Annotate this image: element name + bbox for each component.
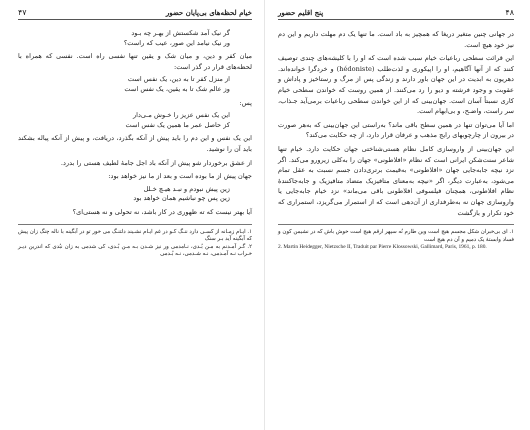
right-page-header [278,8,514,20]
footnote: ۱. ای بی‌خبران شکل مجسم هیچ است وین طارم نُه سپهر ارقم هیچ است خوش باش که در نشیمن کون و فساد وابستهٔ یک دمیم و آن دم هیچ است [278,229,514,243]
page-gutter [264,0,265,430]
paragraph: آیا بهتر نیست که ته ظهوری در کار باشد، نه تحولی و نه هستی‌ای؟ [72,207,252,216]
right-page-body [278,29,514,218]
verse-line: این یک نفس عزیز را خـوش مـی‌دار [132,111,230,120]
footnote: ۱. ایـام زمـانه از کسـی دارد ننـگ کـو در غم ایـام نشـیند دلتنـگ می خور تو در آبگینه با ناله چنگ زان پیش که آبگینه آید بـر سنگ [18,228,252,243]
paragraph: این یک نفس و این دم را باید پیش از آنکه بگذرد، دریافت، و پیش از آنکه پیاله بشکند باید آن را نوشید. [18,134,252,153]
footnote-latin: 2. Martin Heidegger, Nietzsche II, Traduit par Pierre Klossowski, Gallimard, Paris, 1961, p. 180. [278,244,487,251]
paragraph: میان کفر و دین، و میان شک و یقین تنها نفسی راه است. نفسی که همراه با لحظه‌های قرار در گذر است: [18,52,252,71]
verse [40,185,230,204]
verse [40,75,230,94]
verse-line: زین پیش نبودم و نبـد هیـچ خـلل [143,184,230,193]
page-number: ۴۸ [505,8,514,17]
paragraph: در جهانی چنین متغیر دریغا که همچیز به باد است. ما تنها یک دم مهلت داریم و این دم نیز خود هیچ است. [278,30,514,49]
page-number: ۴۷ [18,8,27,17]
paragraph: جهان پیش از ما بوده است و بعد از ما نیز خواهد بود: [108,172,252,181]
verse-line: از منزل کفر تا به دین، یک نفس است [127,75,230,84]
footnotes [18,229,252,259]
verse-line: وز عالم شک تا به یقین، یک نفس است [124,84,230,93]
running-title: پنج اقلیم حضور [278,8,324,17]
left-page-header [18,8,252,20]
footnote-separator [278,224,514,225]
running-title: خیام لحظه‌های بی‌پایان حضور [165,8,252,17]
paragraph: از عشق برخوردار شو پیش از آنکه باد اجل جامهٔ لطیف هستی را بدرد. [60,158,252,167]
paragraph: این جهان‌بینی از واروسازی کامل نظام هستی‌شناختی جهان حکایت دارد. خیام تنها شاعر سنت‌شکن ایرانی است که نظام «افلاطونی» جهان را به‌کلی زیرورو می‌کند. اگر نزد نیچه جابه‌جایی جهان «افلاطونی» به‌قیمت برتری‌دادن جسم نسبت به عقل تمام می‌شود، به‌عبارت دیگر، اگر «نیچه به‌معنای متافیزیک متضاد متافیزیک و جابه‌جاکنندهٔ نظام افلاطونی، همچنان فیلسوفی افلاطونی باقی می‌ماند» نزد خیام جابه‌جایی یا واروسازی جهان نه به‌طرفداری از آن‌دهی است که از استمرار می‌گریزد، استمراری که خود تکرار و بازگشت [278,144,514,217]
verse-line: گر نیک آمد شکستش از بهـر چه بـود [131,29,230,37]
verse [40,111,230,130]
footnotes [278,229,514,252]
verse [40,29,230,48]
verse-line: ور نیک نیامد این صور، عیب که راست؟ [123,38,230,47]
footnote: ۲. گـر آمـدنم به مـن بُـدی، نـامدمی ور نیز شـدن بـه مـن بُـدی، کی شدمی به زان نبُدی که اندرین دیـر خـراب نـه آمـدمی، نـه شـدمی، نـه بُـدمی [18,243,252,258]
left-page-body [18,29,252,218]
verse-line: کز حاصل عمر ما همین یک نفس است [125,120,230,129]
paragraph: این قرائت سطحی رباعیات خیام سبب شده است که او را با کلیشه‌های چندی توصیف کنند که از آنها آگاهیم، او را اپیکوری و لذت‌طلب (hédoniste) و خردگرا خوانده‌اند. دهریون به ابدیت در این جهان باور دارند و زندگی پس از مرگ و رستاخیز و پاداش و عقوبت و وجود فرشته و دیو را رد می‌کنند. از همین روست که خواندن سطحی خیام کاری نسبتاً آسان است. جهان‌بینی که از این خواندن سطحی رباعیات برمی‌آید جـذاب، سر راست، واضـح، و بی‌ابهام است. [278,54,514,116]
verse-line: زین پس چو نباشیم همان خواهد بود [133,194,230,203]
paragraph: اما آیا می‌توان تنها در همین سطح باقی ماند؟ به‌راستی این جهان‌بینی که به‌هر صورت در بیرون از چارچوبهای رایج مذهب و عرفان قرار دارد، از چه حکایت می‌کند؟ [278,120,514,140]
left-page [0,0,262,430]
right-page [268,0,530,430]
footnote-separator [18,224,252,225]
paragraph-label: پس: [239,98,252,107]
